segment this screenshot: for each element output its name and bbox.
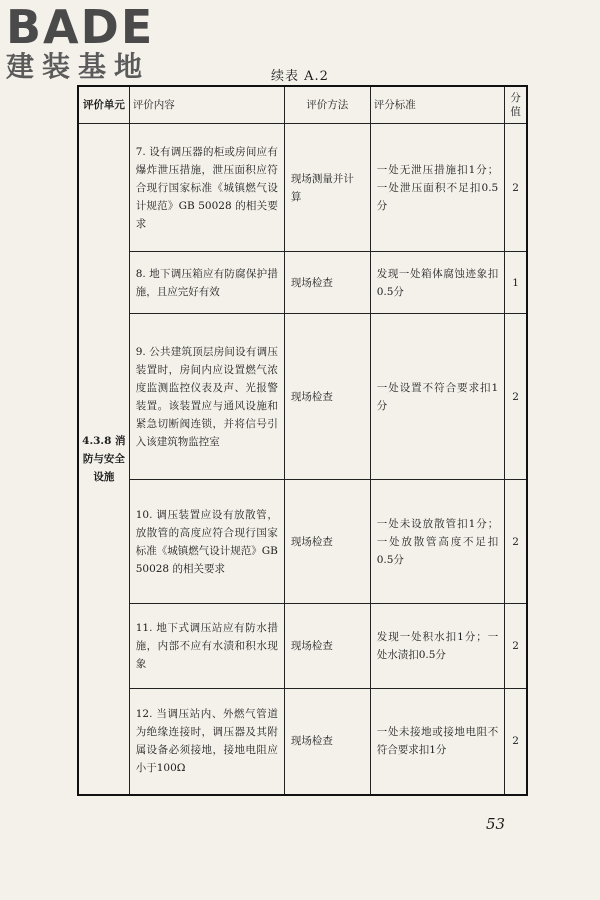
header-method: 评价方法 xyxy=(284,86,370,124)
header-content: 评价内容 xyxy=(129,86,284,124)
table-row xyxy=(78,689,527,795)
table-row xyxy=(78,314,527,480)
score-cell: 2 xyxy=(505,124,527,252)
standard-cell: 一处无泄压措施扣1分；一处泄压面积不足扣0.5分 xyxy=(370,124,504,252)
unit-cell: 4.3.8 消防与安全设施 xyxy=(78,124,129,795)
table-row xyxy=(78,252,527,314)
score-cell: 2 xyxy=(505,314,527,480)
score-cell: 1 xyxy=(505,252,527,314)
standard-cell: 一处未接地或接地电阻不符合要求扣1分 xyxy=(370,689,504,795)
evaluation-table xyxy=(77,85,528,796)
content-cell: 10. 调压装置应设有放散管，放散管的高度应符合现行国家标准《城镇燃气设计规范》GB 50028 的相关要求 xyxy=(129,480,284,604)
table-row xyxy=(78,124,527,252)
logo-subtitle: 建装基地 xyxy=(6,50,151,83)
score-cell: 2 xyxy=(505,689,527,795)
standard-cell: 发现一处箱体腐蚀迹象扣0.5分 xyxy=(370,252,504,314)
method-cell: 现场检查 xyxy=(284,480,370,604)
logo-wordmark: BADE xyxy=(6,0,155,54)
content-cell: 7. 设有调压器的柜或房间应有爆炸泄压措施，泄压面积应符合现行国家标准《城镇燃气设计规范》GB 50028 的相关要求 xyxy=(129,124,284,252)
table-row xyxy=(78,480,527,604)
method-cell: 现场测量并计算 xyxy=(284,124,370,252)
content-cell: 12. 当调压站内、外燃气管道为绝缘连接时，调压器及其附属设备必须接地，接地电阻应小于100Ω xyxy=(129,689,284,795)
page-number: 53 xyxy=(486,815,506,833)
header-standard: 评分标准 xyxy=(370,86,504,124)
table-row xyxy=(78,604,527,689)
method-cell: 现场检查 xyxy=(284,604,370,689)
method-cell: 现场检查 xyxy=(284,252,370,314)
content-cell: 11. 地下式调压站应有防水措施，内部不应有水渍和积水现象 xyxy=(129,604,284,689)
standard-cell: 一处设置不符合要求扣1分 xyxy=(370,314,504,480)
standard-cell: 发现一处积水扣1分；一处水渍扣0.5分 xyxy=(370,604,504,689)
method-cell: 现场检查 xyxy=(284,689,370,795)
score-cell: 2 xyxy=(505,604,527,689)
evaluation-table-container xyxy=(77,85,528,796)
header-score: 分值 xyxy=(505,86,527,124)
method-cell: 现场检查 xyxy=(284,314,370,480)
content-cell: 8. 地下调压箱应有防腐保护措施，且应完好有效 xyxy=(129,252,284,314)
header-unit: 评价单元 xyxy=(78,86,129,124)
table-header-row xyxy=(78,86,527,124)
content-cell: 9. 公共建筑顶层房间设有调压装置时，房间内应设置燃气浓度监测监控仪表及声、光报警装置。该装置应与通风设施和紧急切断阀连锁，并将信号引入该建筑物监控室 xyxy=(129,314,284,480)
standard-cell: 一处未设放散管扣1分；一处放散管高度不足扣0.5分 xyxy=(370,480,504,604)
score-cell: 2 xyxy=(505,480,527,604)
table-caption: 续表 A.2 xyxy=(271,69,329,84)
